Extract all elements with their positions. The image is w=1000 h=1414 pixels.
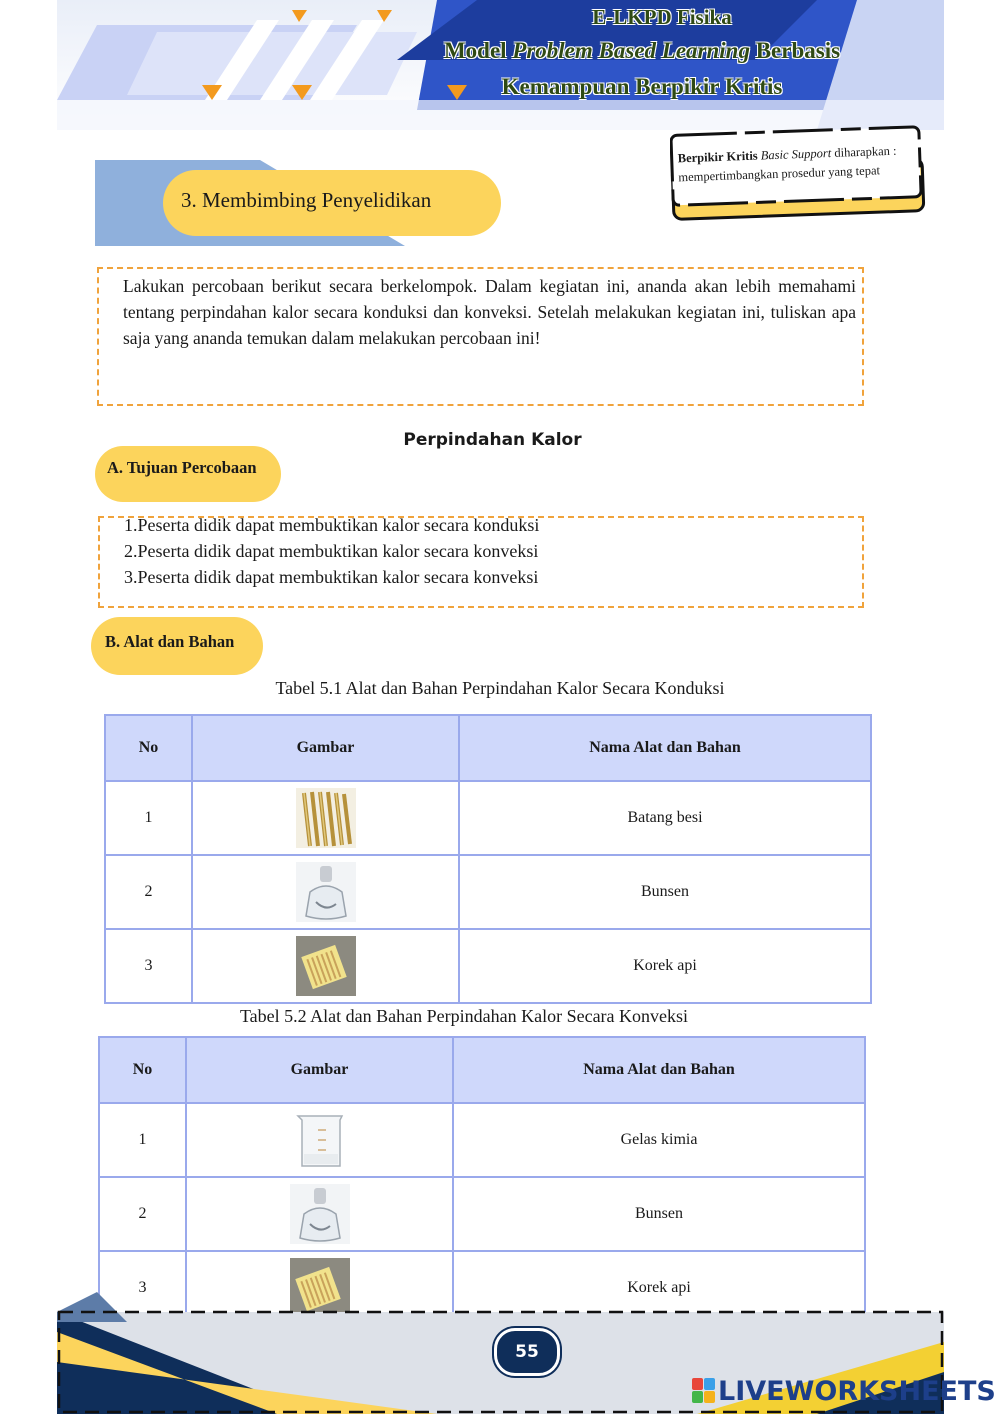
cell-name: Bunsen	[459, 855, 871, 929]
col-header-no: No	[99, 1037, 186, 1103]
table-row	[99, 1103, 865, 1177]
col-header-nama: Nama Alat dan Bahan	[459, 715, 871, 781]
alat-label: B. Alat dan Bahan	[105, 632, 235, 651]
tujuan-item-text: Peserta didik dapat membuktikan kalor secara konveksi	[137, 541, 539, 561]
topic-heading: Perpindahan Kalor	[403, 430, 582, 450]
iron-rods-icon	[296, 788, 356, 848]
cell-image	[192, 929, 459, 1003]
cell-image	[192, 781, 459, 855]
cell-image	[186, 1177, 453, 1251]
cell-name: Gelas kimia	[453, 1103, 865, 1177]
col-header-gambar: Gambar	[192, 715, 459, 781]
instruction-text: Lakukan percobaan berikut secara berkelompok. Dalam kegiatan ini, ananda akan lebih memahami tentang perpindahan kalor secara konduksi dan konveksi. Setelah melakukan kegiatan ini, tuliskan apa saja yang ananda temukan dalam melakukan percobaan ini!	[123, 276, 856, 348]
cell-no: 3	[99, 1251, 186, 1325]
note-line2: mempertimbangkan prosedur yang tepat	[678, 163, 881, 185]
cell-no: 2	[99, 1177, 186, 1251]
table2-caption: Tabel 5.2 Alat dan Bahan Perpindahan Kalor Secara Konveksi	[239, 1006, 689, 1026]
beaker-icon	[290, 1110, 350, 1170]
note-bold: Berpikir Kritis	[677, 148, 758, 166]
matchbox-icon	[296, 936, 356, 996]
header-line2-a: Model	[443, 38, 513, 63]
table-row	[105, 855, 871, 929]
cell-image	[186, 1103, 453, 1177]
header-line2	[427, 38, 857, 64]
cell-no: 3	[105, 929, 192, 1003]
alat-pill	[91, 617, 263, 675]
note-italic: Basic Support	[760, 146, 832, 163]
tujuan-item	[124, 538, 539, 564]
table1	[104, 714, 872, 1004]
cell-name: Korek api	[453, 1251, 865, 1325]
liveworksheets-logo-icon	[692, 1378, 716, 1404]
tujuan-item-num: 3.	[124, 567, 138, 587]
section-title: 3. Membimbing Penyelidikan	[181, 188, 432, 212]
section-title-pill	[163, 170, 501, 236]
liveworksheets-brand: LIVEWORKSHEETS	[718, 1375, 996, 1407]
col-header-no: No	[105, 715, 192, 781]
bunsen-burner-icon	[290, 1184, 350, 1244]
critical-thinking-note	[670, 125, 924, 217]
table-row	[105, 929, 871, 1003]
tujuan-item	[124, 564, 539, 590]
tujuan-label: A. Tujuan Percobaan	[107, 458, 257, 477]
header-line3: Kemampuan Berpikir Kritis	[501, 74, 783, 99]
tujuan-item-num: 2.	[124, 541, 138, 561]
table-row	[99, 1177, 865, 1251]
tujuan-pill	[95, 446, 281, 502]
tujuan-item-text: Peserta didik dapat membuktikan kalor secara konduksi	[137, 515, 540, 535]
liveworksheets-logo	[692, 1374, 996, 1408]
tujuan-list	[124, 512, 539, 590]
table-header-row	[99, 1037, 865, 1103]
tujuan-item-num: 1.	[124, 515, 138, 535]
cell-no: 1	[99, 1103, 186, 1177]
page-number: 55	[494, 1328, 560, 1376]
instruction-box	[97, 267, 864, 406]
cell-name: Bunsen	[453, 1177, 865, 1251]
cell-image	[192, 855, 459, 929]
note-rest: diharapkan :	[830, 143, 897, 161]
cell-name: Batang besi	[459, 781, 871, 855]
table2	[98, 1036, 866, 1326]
tujuan-item-text: Peserta didik dapat membuktikan kalor secara konveksi	[137, 567, 539, 587]
page-header	[57, 0, 944, 130]
header-decoration	[57, 0, 944, 130]
cell-name: Korek api	[459, 929, 871, 1003]
header-line2-italic: Problem Based Learning	[512, 38, 750, 63]
header-line2-c: Berbasis	[749, 38, 841, 63]
cell-no: 2	[105, 855, 192, 929]
col-header-gambar: Gambar	[186, 1037, 453, 1103]
table-header-row	[105, 715, 871, 781]
table-row	[105, 781, 871, 855]
bunsen-burner-icon	[296, 862, 356, 922]
table1-caption: Tabel 5.1 Alat dan Bahan Perpindahan Kalor Secara Konduksi	[275, 678, 725, 698]
cell-no: 1	[105, 781, 192, 855]
header-line1: E-LKPD Fisika	[592, 5, 732, 29]
col-header-nama: Nama Alat dan Bahan	[453, 1037, 865, 1103]
tujuan-item	[124, 512, 539, 538]
